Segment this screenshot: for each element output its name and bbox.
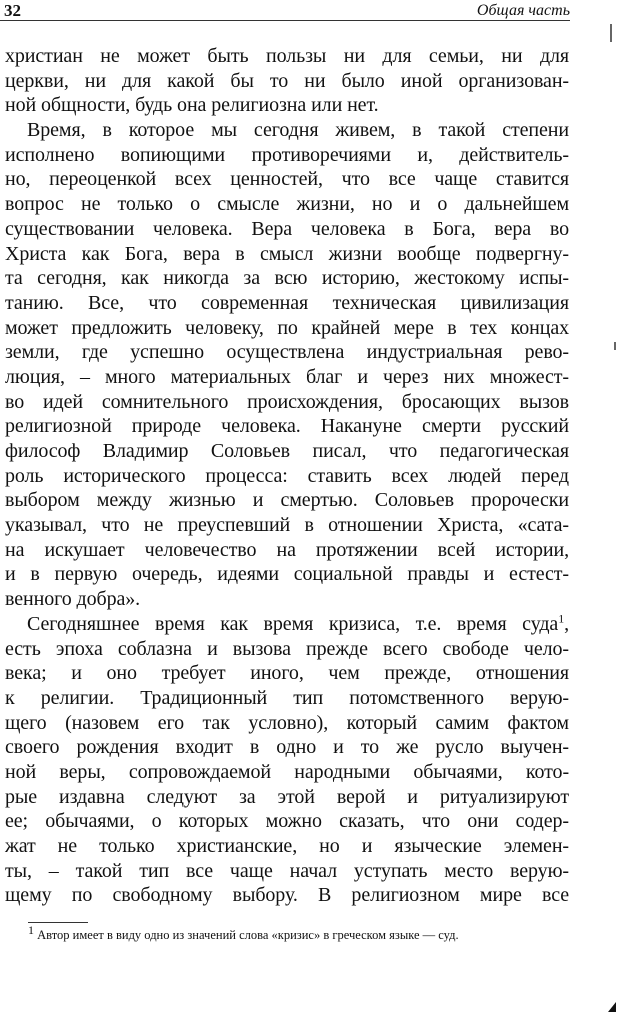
text-line: может предложить человеку, по крайней мере в тех концах [5,316,569,339]
text-line: но, переоценкой всех ценностей, что все чаще ставится [5,168,569,191]
footnote-rule [28,922,88,923]
text-line: существовании человека. Вера человека в Бога, вера во [5,217,569,240]
text-line: Христа как Бога, вера в смысл жизни вообще подвергну- [5,242,569,265]
text-line: ной общности, будь она религиозна или нет. [5,94,379,117]
text-line: философ Владимир Соловьев писал, что педагогическая [5,440,569,462]
running-header [0,0,570,22]
text-line: та сегодня, как никогда за всю историю, жестокому испы- [5,267,569,290]
text-line: ной веры, сопровождаемой народными обычаями, кото- [5,760,569,783]
text-line: указывал, что не преуспевший в отношении Христа, «сата- [5,514,569,537]
text-line: выбором между жизнью и смертью. Соловьев пророчески [5,489,569,512]
footnote-reference: 1 [558,611,565,626]
text-line: своего рождения входит в одно и то же русло выучен- [5,736,569,759]
text-line: рые издавна следуют за этой верой и ритуализируют [5,785,569,808]
text-line: щего (назовем его так условно), который самим фактом [5,711,569,734]
text-line: исполнено вопиющими противоречиями и, действитель- [5,143,569,166]
text-line: религиозной природе человека. Накануне смерти русский [5,415,569,438]
paragraph-first-line: Время, в которое мы сегодня живем, в такой степени [27,119,569,142]
margin-mark [610,24,612,42]
text-line: земли, где успешно осуществлена индустриальная рево- [5,341,569,364]
text-line: на искушает человечество на протяжении всей истории, [5,538,569,561]
footnote [28,922,568,943]
body-text [5,44,569,908]
text-line: во идей сомнительного происхождения, бросающих вызов [5,390,569,413]
text-line: христиан не может быть пользы ни для семьи, ни для [5,45,569,67]
text-line: роль исторического процесса: ставить всех людей перед [5,464,569,487]
text-line: ее; обычаями, о которых можно сказать, что они содер- [5,810,569,833]
text-line: щему по свободному выбору. В религиозном мире все [5,884,569,907]
text-line: жат не только христианские, но и языческие элемен- [5,835,569,857]
paragraph-first-line: Сегодняшнее время как время кризиса, т.е. время суда$^1$, [27,611,569,635]
text-line: танию. Все, что современная техническая цивилизация [5,291,569,314]
text-line: к религии. Традиционный тип потомственного верую- [5,686,569,709]
section-title: Общая часть [476,2,570,19]
footnote-text: Автор имеет в виду одно из значений слова «кризис» в греческом языке — суд. [34,928,459,942]
text-line: люция, – много материальных благ и через них множест- [5,365,569,388]
text-line: венного добра». [5,588,141,611]
corner-mark [608,1002,616,1012]
text-line: вопрос не только о смысле жизни, но и о дальнейшем [5,193,569,216]
text-line: есть эпоха соблазна и вызова прежде всего свободе чело- [5,637,569,660]
header-rule [0,20,570,21]
margin-mark [614,342,616,350]
text-line: века; и оно требует иного, чем прежде, отношения [5,662,569,685]
page-number: 32 [4,1,21,20]
text-line: ты, – такой тип все чаще начал уступать место верую- [5,859,569,882]
text-line: и в первую очередь, идеями социальной правды и естест- [5,563,569,586]
footnote-marker: 1 [28,922,34,937]
text-line: церкви, ни для какой бы то ни было иной организован- [5,69,569,92]
text-line-content: Сегодняшнее время как время кризиса, т.е. время суда [27,612,559,635]
